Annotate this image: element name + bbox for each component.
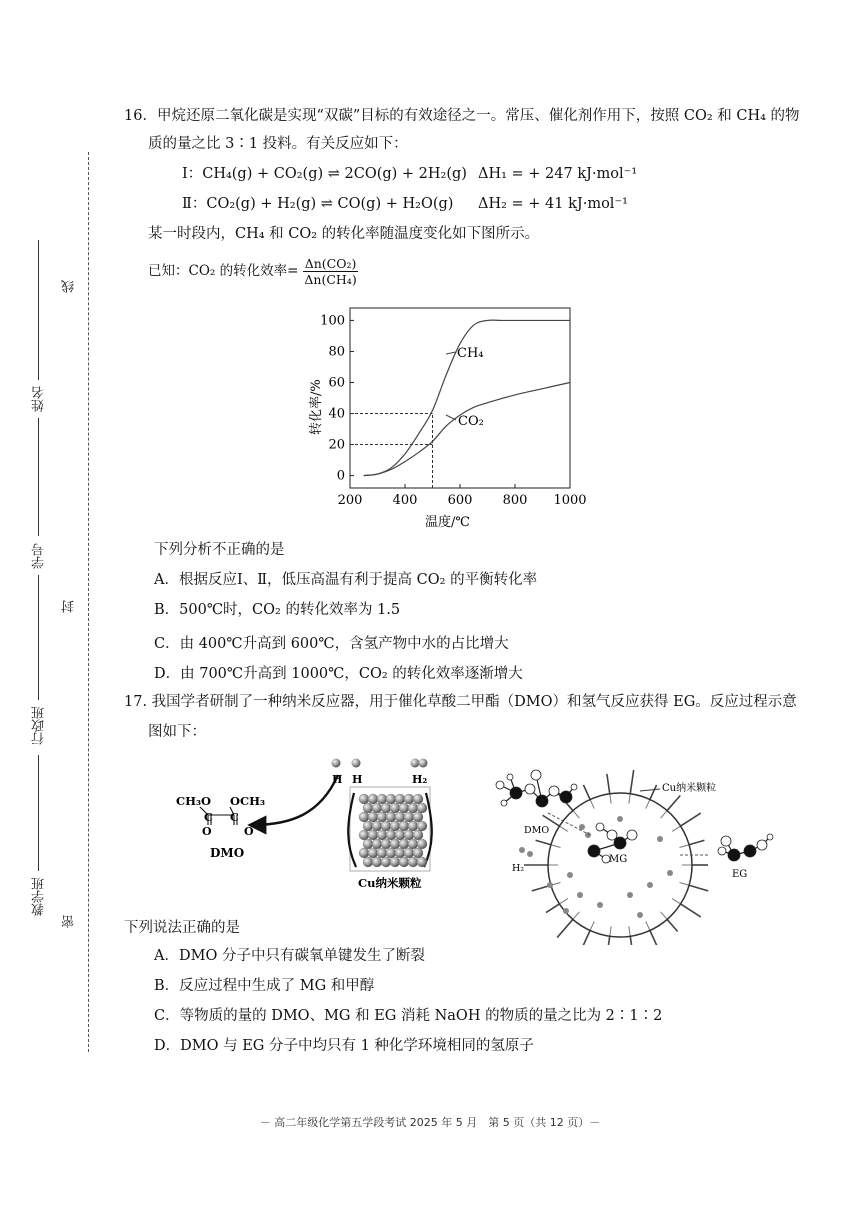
cu-atom (359, 812, 369, 822)
reactor-shell (548, 793, 692, 937)
cu-atom (417, 821, 427, 831)
known-prefix: 已知：CO₂ 的转化效率= (148, 263, 299, 279)
cu-atom (377, 794, 387, 804)
cu-atom (363, 857, 373, 867)
cu-atom (395, 794, 405, 804)
cu-atom (368, 794, 378, 804)
cu-atom (368, 830, 378, 840)
margin-xian: 线 (62, 280, 77, 293)
cu-atom (381, 839, 391, 849)
shell-spike (681, 813, 701, 826)
h2-dot (657, 836, 663, 842)
y-tick-label: 100 (320, 313, 345, 329)
cu-atom (386, 848, 396, 858)
shell-inner-spike (646, 921, 650, 930)
eg-molecule-icon (718, 834, 773, 861)
q16-option-d: D．由 700℃升高到 1000℃，CO₂ 的转化效率逐渐增大 (154, 666, 523, 682)
h2-dot (519, 847, 525, 853)
margin-xuehao-label: 学号 (32, 543, 47, 569)
conversion-chart (300, 300, 590, 530)
atom (744, 845, 756, 857)
cu-atom (386, 794, 396, 804)
cu-atom (408, 821, 418, 831)
shell-inner-spike (629, 794, 630, 804)
shell-inner-spike (590, 921, 594, 930)
shell-spike (667, 795, 680, 810)
dmo-small-label: DMO (524, 825, 550, 836)
cu-atom (417, 839, 427, 849)
h2-dot (547, 882, 553, 888)
h2-molecule-icon (419, 759, 428, 768)
cu-atom (399, 857, 409, 867)
co2-leader (446, 415, 456, 420)
y-tick-label: 20 (328, 437, 345, 453)
shell-inner-spike (646, 800, 650, 809)
dmo-molecule-icon (496, 770, 577, 807)
shell-inner-spike (629, 926, 630, 936)
cu-atom (368, 848, 378, 858)
q16-reaction2-equation: Ⅱ：CO₂(g) + H₂(g) ⇌ CO(g) + H₂O(g) (182, 196, 454, 212)
q16-option-a: A．根据反应Ⅰ、Ⅱ，低压高温有利于提高 CO₂ 的平衡转化率 (154, 572, 538, 588)
shell-inner-spike (679, 882, 689, 885)
shell-inner-spike (551, 845, 561, 848)
q16-known-definition (148, 256, 358, 287)
cu-atom (372, 821, 382, 831)
cu-atom (363, 821, 373, 831)
atom (721, 836, 731, 846)
h2-dot (627, 892, 633, 898)
cu-atom (413, 794, 423, 804)
q16-reaction2-enthalpy: ΔH₂ = + 41 kJ·mol⁻¹ (478, 196, 628, 212)
cu-atom (399, 803, 409, 813)
y-tick-label: 40 (328, 406, 345, 422)
q16-reaction1-enthalpy: ΔH₁ = + 247 kJ·mol⁻¹ (478, 166, 638, 182)
label-h-1: H (332, 773, 343, 786)
name-blank-line (38, 240, 39, 380)
cu-atom (417, 857, 427, 867)
shell-inner-spike (559, 899, 567, 904)
shell-inner-spike (559, 826, 567, 831)
atom (718, 847, 726, 855)
cu-atom (359, 830, 369, 840)
q17-question: 下列说法正确的是 (124, 920, 240, 936)
cu-atom (363, 839, 373, 849)
y-axis-label: 转化率/% (309, 379, 324, 435)
margin-jiaoxueban-label: 教学班 (32, 877, 47, 916)
h2-dot (597, 902, 603, 908)
cu-atom (372, 839, 382, 849)
q16-chart-note: 某一时段内，CH₄ 和 CO₂ 的转化率随温度变化如下图所示。 (148, 226, 540, 242)
series-label-ch4: CH₄ (457, 346, 484, 361)
cu-atom (395, 812, 405, 822)
q17-option-c: C．等物质的量的 DMO、MG 和 EG 消耗 NaOH 的物质的量之比为 2∶1∶2 (154, 1008, 663, 1024)
y-tick-label: 60 (328, 375, 345, 391)
shell-inner-spike (573, 912, 580, 920)
atom (536, 795, 548, 807)
cu-atom (386, 830, 396, 840)
shell-spike (546, 904, 559, 913)
binding-dashed-line (88, 152, 89, 1052)
cu-label-leader (640, 789, 660, 791)
shell-inner-spike (573, 811, 580, 819)
cu-atom (395, 848, 405, 858)
h2-dot (667, 870, 673, 876)
h2-dot (579, 824, 585, 830)
cu-atom (408, 857, 418, 867)
shell-inner-spike (590, 800, 594, 809)
margin-name-label: 姓名 (32, 386, 47, 412)
cu-atom (390, 821, 400, 831)
cu-atom (404, 830, 414, 840)
nanoreactor-figure (470, 755, 800, 945)
q17-option-b: B．反应过程中生成了 MG 和甲醇 (154, 978, 375, 994)
h2-dot (563, 908, 569, 914)
shell-spike (607, 774, 610, 794)
q16-stem-line1: 16．甲烷还原二氧化碳是实现“双碳”目标的有效途径之一。常压、催化剂作用下，按照 CO₂ 和 CH₄ 的物 (124, 108, 800, 124)
fraction-numerator: Δn(CO₂) (304, 256, 357, 271)
margin-feng: 封 (62, 600, 77, 613)
cu-atom (404, 848, 414, 858)
cu-label: Cu纳米颗粒 (662, 783, 717, 794)
cu-atom (399, 821, 409, 831)
series-label-co2: CO₂ (458, 414, 484, 429)
cu-atom (359, 794, 369, 804)
x-axis-label: 温度/℃ (425, 515, 470, 530)
cu-atom (413, 848, 423, 858)
atom (757, 840, 767, 850)
shell-inner-spike (672, 826, 680, 831)
shell-spike (583, 785, 590, 800)
cu-atom (390, 839, 400, 849)
h2-molecule-icon (411, 759, 420, 768)
page-footer: － 高二年级化学第五学段考试 2025 年 5 月 第 5 页（共 12 页）－ (259, 1116, 601, 1129)
dmo-o1: O (202, 825, 212, 838)
q17-option-d: D．DMO 与 EG 分子中均只有 1 种化学环境相同的氢原子 (154, 1038, 534, 1054)
shell-spike (681, 904, 701, 917)
shell-inner-spike (610, 794, 611, 804)
cu-atom (408, 839, 418, 849)
y-tick-label: 0 (336, 468, 345, 484)
cu-atom (395, 830, 405, 840)
atom (510, 787, 522, 799)
cu-atom (359, 848, 369, 858)
cu-atom (404, 794, 414, 804)
dmo-c2: C (230, 811, 239, 824)
cu-atom (372, 803, 382, 813)
dmo-c1: C (204, 811, 213, 824)
cu-atom (386, 812, 396, 822)
cu-atom (381, 821, 391, 831)
eg-label: EG (732, 869, 748, 880)
x-tick-label: 1000 (553, 493, 587, 508)
cu-atom (413, 830, 423, 840)
cu-atom (381, 803, 391, 813)
cu-atom (368, 812, 378, 822)
plot-frame (350, 308, 570, 488)
label-h-2: H (352, 773, 363, 786)
cu-atom (413, 812, 423, 822)
h2-dot (567, 872, 573, 878)
label-h2: H₂ (412, 773, 428, 786)
h-atom-icon (352, 759, 361, 768)
cu-particle-icon (359, 794, 427, 867)
shell-inner-spike (661, 811, 668, 819)
series-line-co2 (364, 382, 570, 475)
margin-mi: 密 (62, 915, 77, 928)
shell-spike (582, 930, 590, 945)
shell-spike (607, 936, 609, 945)
cu-atom (390, 803, 400, 813)
atom (496, 781, 504, 789)
margin-xingzhengban-label: 行政班 (32, 706, 47, 745)
shell-spike (689, 840, 704, 845)
shell-spike (667, 919, 677, 931)
series-line-ch4 (364, 320, 570, 476)
shell-spike (557, 919, 573, 937)
h2-small-label: H₂ (512, 863, 525, 874)
atom (627, 830, 637, 840)
atom (614, 837, 626, 849)
q16-stem-line2: 质的量之比 3∶1 投料。有关反应如下： (148, 136, 408, 152)
h2-dot (647, 882, 653, 888)
atom (531, 770, 541, 780)
atom (596, 823, 604, 831)
shell-inner-spike (610, 926, 611, 936)
atom (501, 800, 507, 806)
cu-atom (372, 857, 382, 867)
h2-dot (527, 851, 533, 857)
dmo-och3: OCH₃ (230, 794, 266, 808)
efficiency-fraction (303, 256, 359, 287)
cu-atom (390, 857, 400, 867)
dmo-ch3o: CH₃O (176, 794, 212, 808)
xingzhengban-blank-line (38, 575, 39, 700)
jiaoxueban-blank-line (38, 755, 39, 871)
dmo-o2: O (244, 825, 254, 838)
cu-atom (377, 812, 387, 822)
atom (549, 786, 559, 796)
cu-atom (417, 803, 427, 813)
shell-spike (650, 930, 658, 945)
cu-atom (363, 803, 373, 813)
x-tick-label: 400 (392, 493, 418, 508)
cu-atom (408, 803, 418, 813)
shell-spike (650, 785, 657, 800)
y-tick-label: 80 (328, 344, 345, 360)
q17-stem-line2: 图如下： (148, 724, 206, 740)
cu-atom (377, 830, 387, 840)
atom (560, 791, 572, 803)
x-tick-label: 600 (447, 493, 473, 508)
q16-question: 下列分析不正确的是 (154, 542, 285, 558)
shell-spike (630, 936, 633, 945)
cu-atom (399, 839, 409, 849)
cu-atom (404, 812, 414, 822)
shell-spike (689, 885, 708, 891)
x-tick-label: 200 (337, 493, 363, 508)
q17-option-a: A．DMO 分子中只有碳氧单键发生了断裂 (154, 948, 425, 964)
h2-dot (617, 816, 623, 822)
shell-spike (630, 770, 633, 794)
shell-inner-spike (679, 845, 689, 848)
cu-particle-label: Cu纳米颗粒 (358, 876, 422, 890)
q16-option-b: B．500℃时，CO₂ 的转化效率为 1.5 (154, 602, 401, 618)
atom (507, 774, 513, 780)
atom (767, 834, 773, 840)
h-atom-icon (332, 759, 341, 768)
atom (525, 784, 535, 794)
dmo-entry-arrow (548, 813, 590, 835)
fraction-denominator: Δn(CH₄) (304, 272, 357, 287)
shell-spike (536, 840, 551, 845)
xuehao-blank-line (38, 418, 39, 536)
atom (571, 784, 577, 790)
q16-option-c: C．由 400℃升高到 600℃，含氢产物中水的占比增大 (154, 636, 509, 652)
atom (588, 845, 600, 857)
dmo-cu-figure (170, 755, 450, 895)
x-tick-label: 800 (502, 493, 528, 508)
dmo-name-bold: DMO (210, 846, 245, 860)
cu-atom (377, 848, 387, 858)
shell-inner-spike (661, 912, 668, 920)
h2-dot (637, 912, 643, 918)
q16-reaction1-equation: Ⅰ：CH₄(g) + CO₂(g) ⇌ 2CO(g) + 2H₂(g) (182, 166, 467, 182)
q17-stem-line1: 17. 我国学者研制了一种纳米反应器，用于催化草酸二甲酯（DMO）和氢气反应获得 EG。反应过程示意 (124, 694, 797, 710)
cu-atom (381, 857, 391, 867)
shell-inner-spike (672, 899, 680, 904)
atom (728, 849, 740, 861)
h2-dot (577, 892, 583, 898)
mg-label: MG (609, 854, 628, 865)
